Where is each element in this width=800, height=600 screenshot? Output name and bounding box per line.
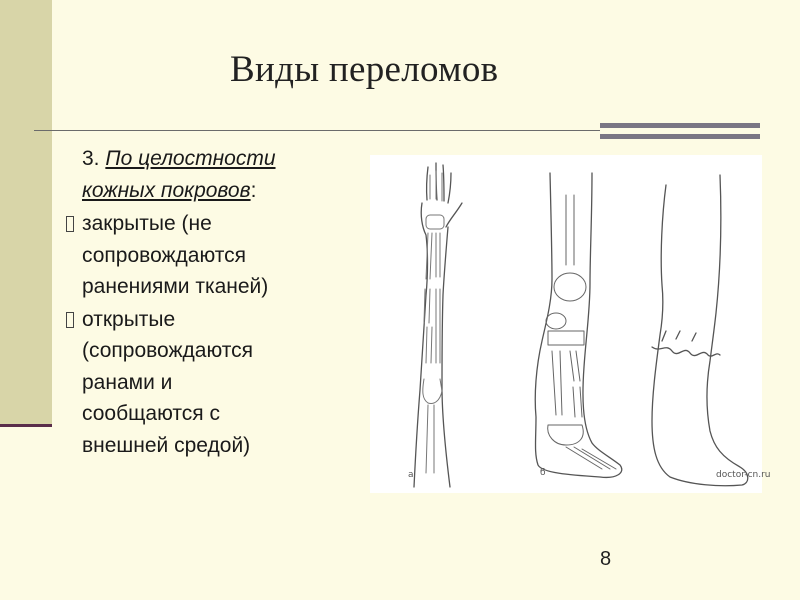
bullet-open-line1: открытые [82,307,176,331]
bullet-closed-line3: ранениями тканей) [82,275,269,298]
bullet-open-line4: сообщаются с [82,402,220,425]
watermark: doctor-cn.ru [716,470,771,480]
arm-bones [423,171,444,473]
bullet-open-line2: (сопровождаются [82,339,254,362]
bullet-closed-line2: сопровождаются [82,243,247,267]
bullet-open-line5: внешней средой) [82,433,251,457]
bullet-open-line3: ранами и [82,370,173,394]
label-b: б [540,468,546,478]
title-divider [34,130,600,131]
label-a: а [408,470,414,480]
divider-accent [600,123,760,139]
heading-text-line2: кожных покровов [82,178,251,202]
heading-colon: : [250,178,257,202]
fracture-drawing [370,155,771,493]
bullet-box-icon [66,216,74,232]
side-accent-line [0,424,52,427]
page-number: 8 [600,548,612,570]
leg-b-bones [546,195,616,469]
slide-title: Виды переломов [230,49,499,90]
classification-heading [66,143,356,206]
bullet-closed-line1: закрытые (не [82,212,212,235]
side-accent-bar [0,0,52,425]
heading-number: 3. [82,147,100,170]
bullet-closed [66,208,356,303]
slide-body [66,143,356,461]
fracture-illustration [370,155,771,493]
arm-outline [414,163,462,487]
bullet-open [66,304,356,462]
leg-c-outline [652,175,748,486]
bullet-box-icon [66,312,74,328]
heading-text-line1: По целостности [105,147,276,170]
